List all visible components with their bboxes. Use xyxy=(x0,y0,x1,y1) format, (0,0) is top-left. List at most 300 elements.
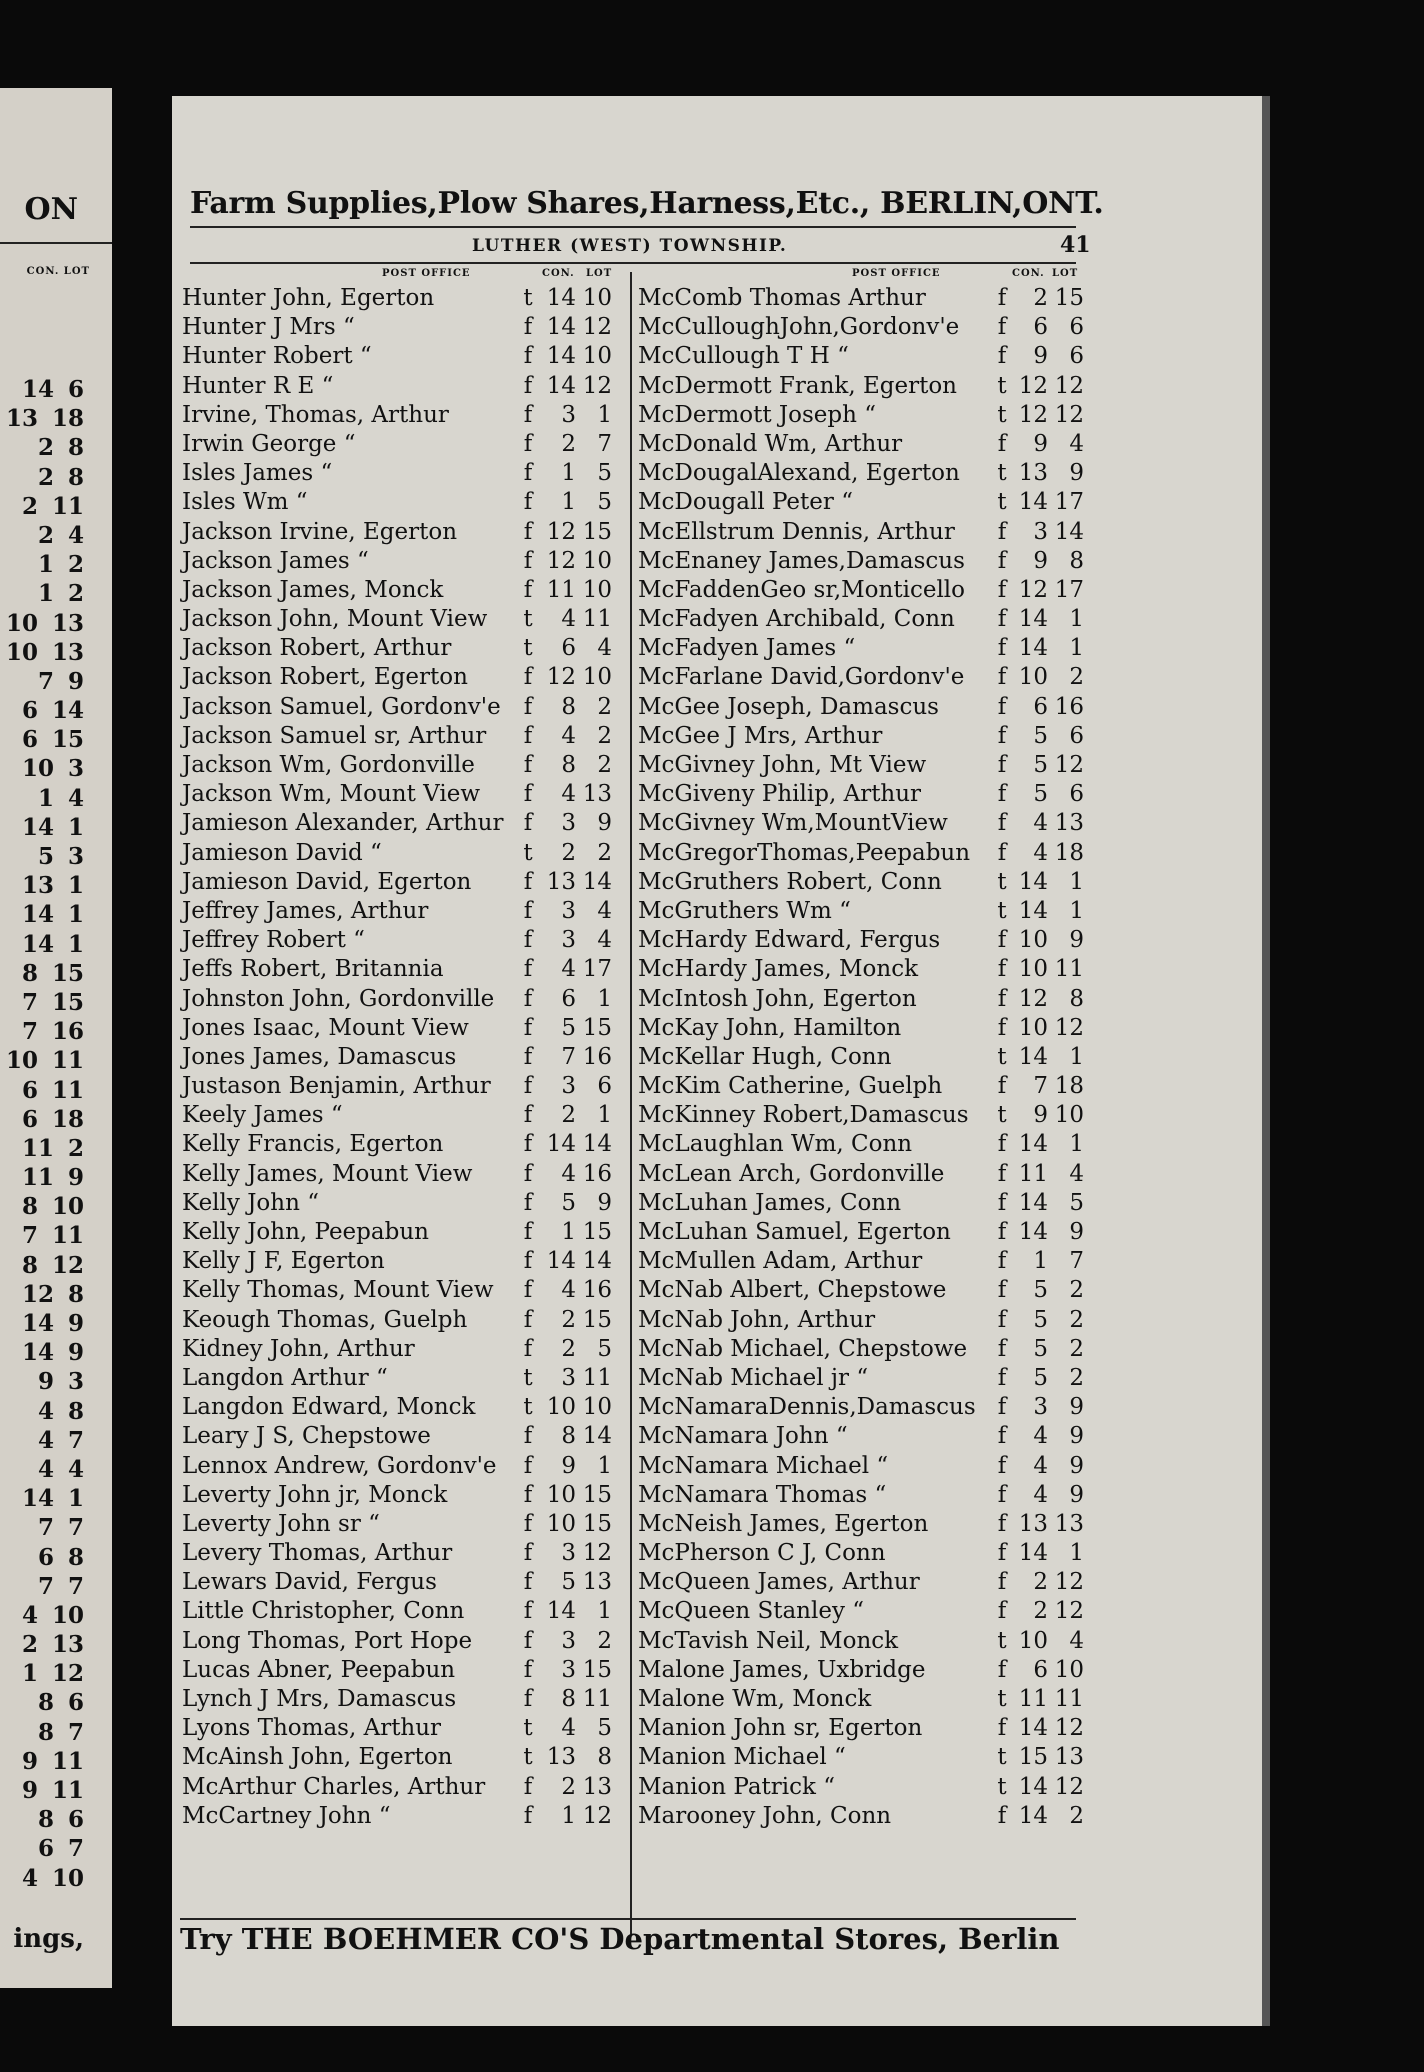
directory-entry xyxy=(182,693,612,722)
entry-concession: 2 xyxy=(1033,1598,1048,1625)
directory-entry xyxy=(638,430,1084,459)
entry-concession: 14 xyxy=(1018,1043,1048,1070)
entry-concession: 1 xyxy=(561,1802,576,1829)
entry-tenure-code: f xyxy=(997,1452,1007,1479)
left-page-lot: 8 xyxy=(67,463,84,491)
directory-entry xyxy=(638,1743,1084,1772)
directory-entry xyxy=(182,1510,612,1539)
entry-concession: 4 xyxy=(561,722,576,749)
directory-entry xyxy=(638,985,1084,1014)
entry-concession: 14 xyxy=(1018,1715,1048,1742)
directory-entry xyxy=(182,1452,612,1481)
entry-tenure-code: f xyxy=(523,576,533,603)
left-page-lot: 6 xyxy=(67,1806,84,1834)
entry-name: Kelly John “ xyxy=(182,1189,319,1216)
directory-entry xyxy=(638,1130,1084,1159)
directory-entry xyxy=(182,1802,612,1831)
entry-name: Jackson Samuel sr, Arthur xyxy=(182,722,487,749)
entry-lot: 15 xyxy=(1054,285,1084,311)
directory-entry xyxy=(182,430,612,459)
entry-name: Isles Wm “ xyxy=(182,489,308,516)
entry-tenure-code: f xyxy=(523,956,533,983)
directory-entry xyxy=(638,1101,1084,1130)
left-page-con: 6 xyxy=(37,1835,54,1863)
entry-tenure-code: t xyxy=(523,1744,533,1771)
entry-tenure-code: t xyxy=(997,1627,1007,1654)
entry-concession: 2 xyxy=(561,1102,576,1129)
entry-name: Jones Isaac, Mount View xyxy=(182,1014,469,1041)
left-page-row xyxy=(0,1018,112,1047)
entry-name: Lewars David, Fergus xyxy=(182,1569,437,1596)
left-page-con: 10 xyxy=(5,638,38,666)
entry-name: Jackson Wm, Gordonville xyxy=(182,752,475,778)
entry-lot: 9 xyxy=(1069,1481,1084,1508)
left-page-lot: 6 xyxy=(67,376,84,403)
entry-tenure-code: t xyxy=(997,372,1007,399)
directory-entry xyxy=(182,634,612,663)
left-page-row xyxy=(0,1077,112,1106)
entry-lot: 9 xyxy=(1069,927,1084,954)
entry-concession: 14 xyxy=(1018,606,1048,633)
entry-tenure-code: f xyxy=(997,285,1007,311)
entry-tenure-code: f xyxy=(523,752,533,778)
entry-lot: 1 xyxy=(1069,868,1084,895)
directory-entry xyxy=(638,1393,1084,1422)
entry-tenure-code: f xyxy=(523,1306,533,1333)
left-page-con: 5 xyxy=(37,843,54,870)
entry-lot: 2 xyxy=(1069,1364,1084,1391)
entry-name: McDougalAlexand, Egerton xyxy=(638,460,960,487)
entry-tenure-code: f xyxy=(997,430,1007,457)
entry-concession: 5 xyxy=(561,1014,576,1041)
dark-background xyxy=(1270,0,1424,2072)
directory-entry xyxy=(182,459,612,488)
directory-entry xyxy=(182,1539,612,1568)
header-rule xyxy=(190,262,1076,264)
entry-tenure-code: f xyxy=(523,927,533,954)
directory-entry xyxy=(638,313,1084,342)
entry-lot: 9 xyxy=(1069,1219,1084,1245)
left-page-con: 14 xyxy=(21,1310,54,1337)
entry-concession: 5 xyxy=(1033,1364,1048,1391)
entry-lot: 13 xyxy=(582,1569,612,1596)
left-page-row xyxy=(0,434,112,463)
entry-concession: 14 xyxy=(1018,1131,1048,1158)
entry-tenure-code: f xyxy=(997,343,1007,370)
entry-lot: 12 xyxy=(582,1540,612,1567)
entry-name: McCulloughJohn,Gordonv'e xyxy=(638,314,960,341)
left-page-row xyxy=(0,1660,112,1689)
directory-entry xyxy=(182,372,612,401)
left-page-row xyxy=(0,1106,112,1135)
directory-entry xyxy=(638,605,1084,634)
entry-name: McDonald Wm, Arthur xyxy=(638,430,903,457)
directory-entry xyxy=(638,1685,1084,1714)
entry-name: Jackson Samuel, Gordonv'e xyxy=(182,693,501,720)
left-page-row xyxy=(0,1689,112,1718)
left-page-lot: 7 xyxy=(67,1718,84,1746)
entry-concession: 2 xyxy=(561,1773,576,1800)
entry-tenure-code: f xyxy=(523,372,533,399)
entry-concession: 14 xyxy=(1018,897,1048,924)
left-page-lot: 2 xyxy=(67,580,84,608)
left-page-lot: 7 xyxy=(67,1514,84,1542)
left-page-con: 14 xyxy=(21,930,54,958)
entry-name: McMullen Adam, Arthur xyxy=(638,1248,923,1275)
entry-name: McNamara Thomas “ xyxy=(638,1481,887,1508)
left-page-banner-fragment: ON xyxy=(0,192,112,244)
entry-lot: 13 xyxy=(1054,1744,1084,1771)
left-page-lot: 7 xyxy=(67,1572,84,1600)
entry-concession: 12 xyxy=(1018,401,1048,428)
left-page-row xyxy=(0,1514,112,1543)
directory-entry xyxy=(638,1276,1084,1305)
entry-concession: 4 xyxy=(1033,1452,1048,1479)
entry-name: McComb Thomas Arthur xyxy=(638,285,926,311)
left-page-lot: 15 xyxy=(51,959,84,987)
page-number: 41 xyxy=(1060,232,1091,258)
left-page-con: 6 xyxy=(21,1076,38,1104)
entry-concession: 10 xyxy=(1018,927,1048,954)
entry-tenure-code: f xyxy=(997,1277,1007,1304)
entry-concession: 3 xyxy=(561,927,576,954)
entry-lot: 5 xyxy=(1069,1189,1084,1216)
entry-tenure-code: f xyxy=(523,1219,533,1245)
directory-entry xyxy=(638,1452,1084,1481)
entry-name: Justason Benjamin, Arthur xyxy=(182,1073,491,1100)
entry-concession: 14 xyxy=(1018,1540,1048,1567)
entry-name: Manion John sr, Egerton xyxy=(638,1715,923,1742)
left-page-lot: 10 xyxy=(51,1864,84,1892)
left-page-lot: 2 xyxy=(67,1134,84,1162)
left-page-lot: 8 xyxy=(67,434,84,462)
entry-concession: 5 xyxy=(1033,1277,1048,1304)
entry-name: Keely James “ xyxy=(182,1102,343,1129)
entry-tenure-code: f xyxy=(523,1248,533,1275)
entry-name: McCullough T H “ xyxy=(638,343,849,370)
entry-concession: 8 xyxy=(561,693,576,720)
entry-tenure-code: f xyxy=(997,1802,1007,1829)
entry-concession: 3 xyxy=(561,810,576,837)
entry-name: McHardy James, Monck xyxy=(638,956,919,983)
left-col-header-con: CON. xyxy=(542,268,575,279)
entry-tenure-code: f xyxy=(523,1423,533,1450)
directory-entry xyxy=(182,839,612,868)
entry-tenure-code: f xyxy=(523,1014,533,1041)
entry-name: Jackson Irvine, Egerton xyxy=(182,518,458,545)
directory-entry xyxy=(638,284,1084,313)
entry-name: Langdon Edward, Monck xyxy=(182,1394,476,1421)
entry-name: McNamara Michael “ xyxy=(638,1452,889,1479)
entry-concession: 13 xyxy=(1018,460,1048,487)
left-page-lot: 11 xyxy=(51,1076,84,1104)
entry-lot: 4 xyxy=(1069,1160,1084,1187)
entry-name: Johnston John, Gordonville xyxy=(182,985,495,1012)
entry-lot: 12 xyxy=(1054,1598,1084,1625)
entry-name: McAinsh John, Egerton xyxy=(182,1744,453,1771)
entry-name: McArthur Charles, Arthur xyxy=(182,1773,486,1800)
entry-concession: 6 xyxy=(561,985,576,1012)
entry-lot: 6 xyxy=(1069,343,1084,370)
right-col-header-post-office: POST OFFICE xyxy=(852,268,941,279)
entry-concession: 12 xyxy=(1018,985,1048,1012)
entry-concession: 11 xyxy=(546,576,576,603)
entry-concession: 10 xyxy=(1018,664,1048,691)
left-page-con: 4 xyxy=(37,1455,54,1483)
left-page-lot: 6 xyxy=(67,1689,84,1717)
entry-tenure-code: t xyxy=(523,635,533,662)
entry-name: McKay John, Hamilton xyxy=(638,1014,902,1041)
top-rule xyxy=(190,226,1076,228)
left-page-lot: 9 xyxy=(67,1310,84,1337)
entry-lot: 2 xyxy=(1069,1277,1084,1304)
entry-tenure-code: f xyxy=(997,985,1007,1012)
left-page-lot: 12 xyxy=(51,1251,84,1279)
entry-concession: 5 xyxy=(1033,1335,1048,1362)
directory-entry xyxy=(638,780,1084,809)
left-page-con: 12 xyxy=(21,1280,54,1308)
entry-name: Lyons Thomas, Arthur xyxy=(182,1715,442,1742)
entry-lot: 4 xyxy=(597,897,612,924)
entry-lot: 4 xyxy=(597,927,612,954)
entry-concession: 1 xyxy=(561,489,576,516)
left-page-lot: 11 xyxy=(51,1747,84,1775)
entry-tenure-code: f xyxy=(523,1627,533,1654)
entry-name: Jackson James “ xyxy=(182,547,369,574)
left-page-row xyxy=(0,1427,112,1456)
left-page-lot: 11 xyxy=(51,492,84,520)
directory-entry xyxy=(182,1656,612,1685)
left-page-con: 2 xyxy=(21,1631,38,1659)
left-page-row xyxy=(0,580,112,609)
left-page-lot: 8 xyxy=(67,1543,84,1571)
entry-lot: 5 xyxy=(597,460,612,487)
entry-name: McPherson C J, Conn xyxy=(638,1540,886,1567)
entry-tenure-code: f xyxy=(523,810,533,837)
entry-lot: 1 xyxy=(1069,635,1084,662)
left-col-header-post-office: POST OFFICE xyxy=(382,268,471,279)
left-page-row xyxy=(0,1222,112,1251)
directory-entry xyxy=(182,1247,612,1276)
left-page-con: 7 xyxy=(37,667,54,695)
entry-name: McQueen James, Arthur xyxy=(638,1569,920,1596)
directory-entry xyxy=(182,1743,612,1772)
left-page-row xyxy=(0,814,112,843)
left-page-con: 11 xyxy=(21,1134,54,1162)
directory-entry xyxy=(182,284,612,313)
left-page-row xyxy=(0,697,112,726)
directory-entry xyxy=(638,1306,1084,1335)
directory-entry xyxy=(182,1597,612,1626)
entry-name: Hunter R E “ xyxy=(182,372,334,399)
entry-tenure-code: t xyxy=(523,285,533,311)
entry-name: Leverty John sr “ xyxy=(182,1510,380,1537)
entry-name: Jamieson David, Egerton xyxy=(182,868,472,895)
entry-lot: 17 xyxy=(582,956,612,983)
entry-tenure-code: f xyxy=(997,314,1007,341)
entry-lot: 12 xyxy=(1054,752,1084,778)
directory-entry xyxy=(638,1160,1084,1189)
entry-tenure-code: f xyxy=(997,664,1007,691)
entry-name: McLuhan Samuel, Egerton xyxy=(638,1219,951,1245)
entry-concession: 14 xyxy=(1018,635,1048,662)
entry-concession: 3 xyxy=(561,1656,576,1683)
left-page-row xyxy=(0,639,112,668)
directory-entry xyxy=(182,663,612,692)
entry-lot: 11 xyxy=(1054,1686,1084,1712)
left-page-con: 7 xyxy=(21,988,38,1016)
entry-tenure-code: f xyxy=(523,1277,533,1304)
entry-concession: 12 xyxy=(546,518,576,545)
entry-tenure-code: f xyxy=(997,752,1007,778)
entry-concession: 12 xyxy=(1018,372,1048,399)
entry-tenure-code: f xyxy=(997,781,1007,808)
left-page-con: 14 xyxy=(21,1485,54,1513)
directory-entry xyxy=(182,1101,612,1130)
entry-tenure-code: f xyxy=(997,518,1007,545)
entry-lot: 1 xyxy=(597,1452,612,1479)
entry-concession: 7 xyxy=(1033,1073,1048,1100)
directory-entry xyxy=(638,547,1084,576)
entry-concession: 3 xyxy=(561,401,576,428)
directory-entry xyxy=(638,401,1084,430)
entry-name: Marooney John, Conn xyxy=(638,1802,892,1829)
directory-entry xyxy=(182,488,612,517)
entry-tenure-code: f xyxy=(997,1481,1007,1508)
entry-tenure-code: f xyxy=(997,1306,1007,1333)
directory-entry xyxy=(638,1014,1084,1043)
entry-lot: 13 xyxy=(1054,810,1084,837)
left-page-row xyxy=(0,405,112,434)
entry-name: Kelly Thomas, Mount View xyxy=(182,1277,494,1304)
left-page-con: 7 xyxy=(37,1572,54,1600)
entry-lot: 7 xyxy=(597,430,612,457)
left-page-con: 1 xyxy=(37,580,54,608)
entry-lot: 2 xyxy=(597,839,612,866)
directory-entry xyxy=(638,576,1084,605)
entry-lot: 8 xyxy=(1069,547,1084,574)
top-advertisement-banner: Farm Supplies,Plow Shares,Harness,Etc., BERLIN,ONT. xyxy=(190,186,1104,221)
entry-name: McCartney John “ xyxy=(182,1802,391,1829)
left-page-row xyxy=(0,1456,112,1485)
entry-lot: 6 xyxy=(1069,314,1084,341)
left-page-con: 4 xyxy=(37,1426,54,1454)
left-page-lot: 8 xyxy=(67,1280,84,1308)
left-page-lot: 1 xyxy=(67,901,84,929)
entry-lot: 4 xyxy=(597,635,612,662)
entry-lot: 2 xyxy=(597,752,612,778)
left-page-row xyxy=(0,1485,112,1514)
left-page-con: 7 xyxy=(37,1514,54,1542)
left-page-lot: 10 xyxy=(51,1193,84,1221)
entry-concession: 5 xyxy=(1033,752,1048,778)
directory-entry xyxy=(182,1276,612,1305)
entry-tenure-code: f xyxy=(997,810,1007,837)
directory-entry xyxy=(638,1072,1084,1101)
entry-concession: 3 xyxy=(1033,518,1048,545)
entry-lot: 17 xyxy=(1054,576,1084,603)
entry-concession: 4 xyxy=(561,956,576,983)
entry-name: Jackson James, Monck xyxy=(182,576,444,603)
entry-concession: 13 xyxy=(546,868,576,895)
directory-entry xyxy=(182,897,612,926)
left-page-con: 14 xyxy=(21,813,54,841)
entry-tenure-code: f xyxy=(997,1510,1007,1537)
left-page-lot: 3 xyxy=(67,843,84,870)
entry-concession: 2 xyxy=(561,839,576,866)
entry-concession: 4 xyxy=(1033,810,1048,837)
entry-name: Kelly John, Peepabun xyxy=(182,1219,429,1245)
entry-lot: 11 xyxy=(582,1364,612,1391)
entry-lot: 1 xyxy=(1069,897,1084,924)
bottom-rule xyxy=(180,1918,1076,1920)
directory-entry xyxy=(182,1627,612,1656)
entry-tenure-code: f xyxy=(523,664,533,691)
entry-lot: 8 xyxy=(597,1744,612,1771)
left-page-lot: 2 xyxy=(67,551,84,579)
left-page-row xyxy=(0,1865,112,1894)
left-page-con: 9 xyxy=(21,1777,38,1804)
entry-tenure-code: t xyxy=(997,1686,1007,1712)
directory-entry xyxy=(182,1773,612,1802)
entry-concession: 10 xyxy=(1018,1627,1048,1654)
entry-tenure-code: f xyxy=(523,1802,533,1829)
entry-lot: 14 xyxy=(582,1131,612,1158)
left-page-row xyxy=(0,1777,112,1806)
left-page-lot: 1 xyxy=(67,813,84,841)
entry-tenure-code: f xyxy=(523,430,533,457)
entry-name: McIntosh John, Egerton xyxy=(638,985,917,1012)
left-page-con: 14 xyxy=(21,376,54,403)
entry-tenure-code: f xyxy=(997,1219,1007,1245)
entry-tenure-code: f xyxy=(523,1773,533,1800)
left-page-con: 6 xyxy=(37,1543,54,1571)
entry-lot: 2 xyxy=(597,693,612,720)
left-page-row xyxy=(0,1806,112,1835)
entry-lot: 10 xyxy=(582,664,612,691)
left-page-con: 2 xyxy=(37,434,54,462)
entry-tenure-code: f xyxy=(523,343,533,370)
directory-entry xyxy=(638,955,1084,984)
entry-tenure-code: f xyxy=(997,1715,1007,1742)
left-page-con: 8 xyxy=(37,1806,54,1834)
entry-concession: 3 xyxy=(1033,1394,1048,1421)
entry-lot: 1 xyxy=(597,985,612,1012)
entry-name: McGiveny Philip, Arthur xyxy=(638,781,922,808)
entry-lot: 6 xyxy=(1069,781,1084,808)
entry-concession: 14 xyxy=(1018,1802,1048,1829)
entry-name: Jackson Robert, Egerton xyxy=(182,664,468,691)
entry-tenure-code: f xyxy=(997,606,1007,633)
entry-lot: 11 xyxy=(582,1686,612,1712)
entry-concession: 14 xyxy=(1018,1773,1048,1800)
right-col-header-con: CON. xyxy=(1012,268,1045,279)
entry-tenure-code: f xyxy=(997,1131,1007,1158)
entry-tenure-code: t xyxy=(523,606,533,633)
entry-tenure-code: f xyxy=(523,1686,533,1712)
entry-lot: 11 xyxy=(582,606,612,633)
entry-tenure-code: f xyxy=(523,1160,533,1187)
entry-tenure-code: f xyxy=(523,401,533,428)
entry-concession: 10 xyxy=(546,1481,576,1508)
bottom-advertisement-banner: Try THE BOEHMER CO'S Departmental Stores, Berlin xyxy=(180,1922,1060,1956)
entry-tenure-code: t xyxy=(997,1102,1007,1129)
entry-name: McDermott Joseph “ xyxy=(638,401,877,428)
entry-lot: 6 xyxy=(597,1073,612,1100)
left-page-con: 6 xyxy=(21,697,38,725)
directory-entry xyxy=(638,839,1084,868)
entry-name: McNab Albert, Chepstowe xyxy=(638,1277,947,1304)
